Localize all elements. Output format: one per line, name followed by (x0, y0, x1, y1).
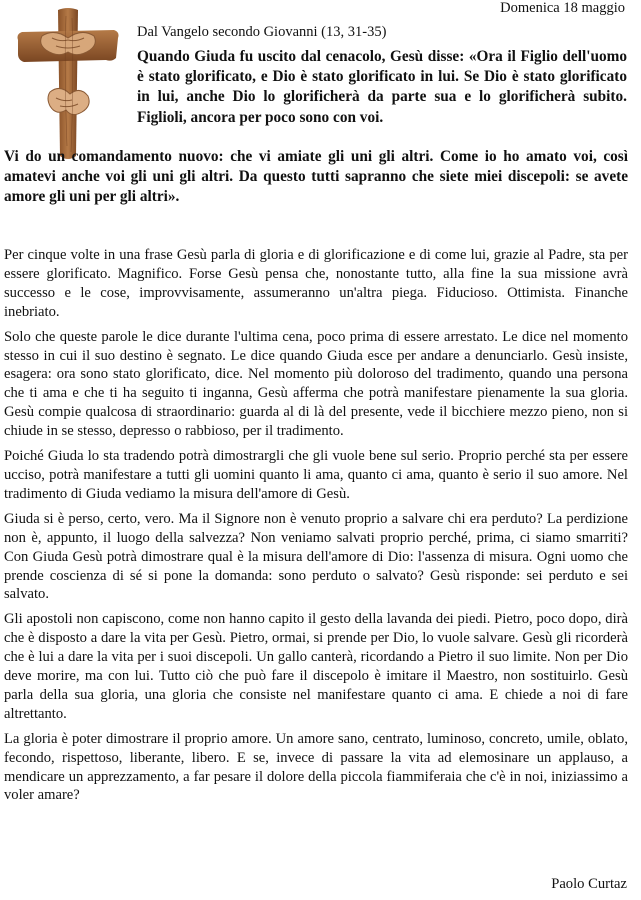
commentary-paragraph: Giuda si è perso, certo, vero. Ma il Signore non è venuto proprio a salvare chi era perduto? La perdizione non è, appunto, il luogo della salvezza? Non veniamo salvati proprio perché, prima, ci siamo smarriti? Con Giuda Gesù potrà dimostrare qual è la misura dell'amore di Dio: l'assenza di misura. Ogni uomo che prende coscienza di sé si pone la domanda: sono perduto o salvato? Gesù risponde: sei perduto e sei salvato. (4, 510, 628, 603)
commentary-paragraph: Poiché Giuda lo sta tradendo potrà dimostrargli che gli vuole bene sul serio. Proprio perché sta per essere ucciso, potrà manifestare a tutti gli uomini quanto li ama, quanto ci ama, quanto è serio il suo amore. Nel tradimento di Giuda vediamo la misura dell'amore di Gesù. (4, 448, 628, 502)
commentary (4, 246, 628, 811)
commentary-paragraph: La gloria è poter dimostrare il proprio amore. Un amore sano, centrato, luminoso, concreto, umile, oblato, fecondo, rispettoso, liberante, libero. E se, invece di passare la vita ad elemosinare un applauso, a mendicare un apprezzamento, a far pesare il dolore della piccola fiammiferaia che c'è in noi, iniziassimo a voler amare? (4, 730, 628, 804)
gospel-text-part2: Vi do un comandamento nuovo: che vi amiate gli uni gli altri. Come io ho amato voi, così amatevi anche voi gli uni gli altri. Da questo tutti sapranno che siete miei discepoli: se avete amore gli uni per gli altri». (4, 148, 628, 206)
commentary-paragraph: Solo che queste parole le dice durante l'ultima cena, poco prima di essere arrestato. Le dice nel momento stesso in cui il suo destino è segnato. Le dice quando Giuda esce per andare a denunciarlo. Gesù insiste, esagera: ora sono stato glorificato, dice. Nel momento più doloroso del tradimento, quando una persona che ti ama e che ti ha seguito ti inganna, Gesù afferma che potrà manifestare pienamente la sua gloria. Gesù compie qualcosa di straordinario: guarda al di là del presente, vede il bicchiere mezzo pieno, non si chiude in se stesso, depresso o rabbioso, per il tradimento. (4, 328, 628, 440)
date-label: Domenica 18 maggio (500, 0, 625, 16)
gospel-reference: Dal Vangelo secondo Giovanni (13, 31-35) (137, 24, 387, 40)
cross-hands-icon (12, 6, 124, 164)
author-signature: Paolo Curtaz (551, 876, 627, 892)
commentary-paragraph: Gli apostoli non capiscono, come non hanno capito il gesto della lavanda dei piedi. Pietro, poco dopo, dirà che è disposto a dare la vita per Gesù. Pietro, ormai, si prende per Dio, lo vuole salvare. Gesù gli ricorderà che è lui a dare la vita per i suoi discepoli. Un gallo canterà, ricordando a Pietro il suo limite. Non per Dio deve morire, ma con lui. Tutto ciò che può fare il discepolo è imitare il Maestro, non sostituirlo. Gesù parla della sua gloria, una gloria che consiste nel manifestare quanto ci ama. E chiede a noi di fare altrettanto. (4, 611, 628, 722)
gospel-text-part1: Quando Giuda fu uscito dal cenacolo, Gesù disse: «Ora il Figlio dell'uomo è stato glorificato, e Dio è stato glorificato in lui. Se Dio è stato glorificato in lui, anche Dio lo glorificherà da parte sua e lo glorificherà subito. Figlioli, ancora per poco sono con voi. (137, 48, 627, 126)
cross-hands-illustration (12, 6, 124, 164)
commentary-paragraph: Per cinque volte in una frase Gesù parla di gloria e di glorificazione e di come lui, grazie al Padre, sta per essere glorificato. Magnifico. Forse Gesù pensa che, nonostante tutto, alla fine la sua missione avrà successo e le cose, improvvisamente, assumeranno un'altra piega. Fiducioso. Ottimista. Finanche inebriato. (4, 247, 628, 320)
